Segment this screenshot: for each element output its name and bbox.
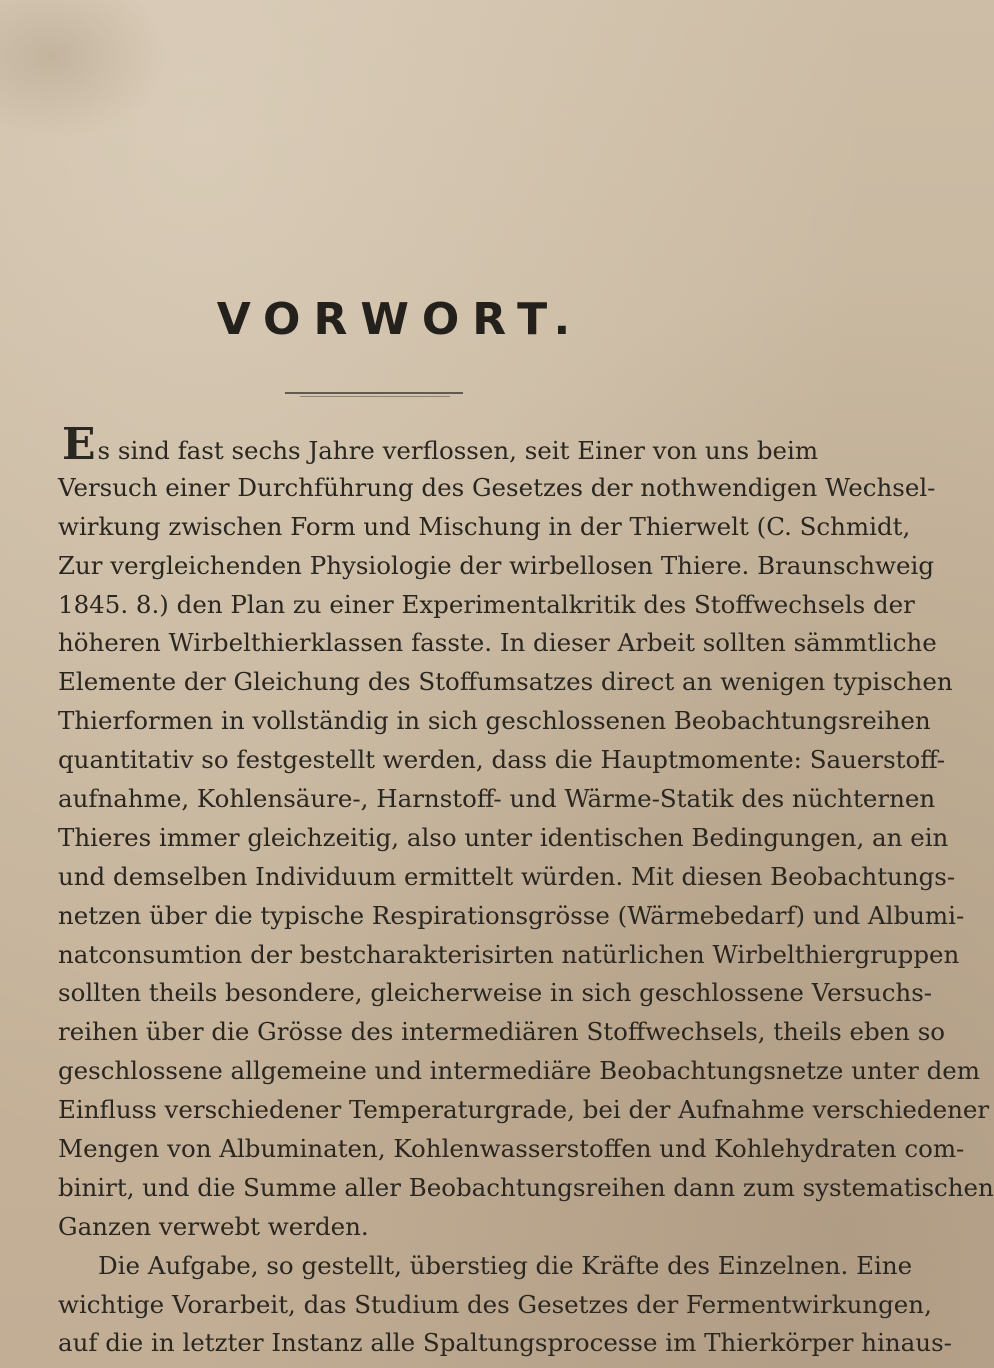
text-line: Einfluss verschiedener Temperaturgrade, bei der Aufnahme verschiedener	[58, 1095, 990, 1125]
text-line: höheren Wirbelthierklassen fasste. In dieser Arbeit sollten sämmtliche	[58, 628, 937, 658]
text-line: wichtige Vorarbeit, das Studium des Gesetzes der Fermentwirkungen,	[58, 1289, 932, 1319]
text-line: Versuch einer Durchführung des Gesetzes der nothwendigen Wechsel-	[58, 472, 936, 502]
text-line: quantitativ so festgestellt werden, dass die Hauptmomente: Sauerstoff-	[58, 745, 946, 775]
text-line: Thierformen in vollständig in sich geschlossenen Beobachtungsreihen	[58, 706, 931, 736]
text-line: Thieres immer gleichzeitig, also unter identischen Bedingungen, an ein	[58, 822, 949, 852]
text-line: reihen über die Grösse des intermediären Stoffwechsels, theils eben so	[58, 1017, 946, 1047]
text-line: aufnahme, Kohlensäure-, Harnstoff- und Wärme-Statik des nüchternen	[58, 784, 936, 814]
title-rule	[285, 392, 463, 394]
text-line: 1845. 8.) den Plan zu einer Experimentalkritik des Stoffwechsels der	[58, 589, 915, 619]
drop-cap: E	[62, 419, 96, 470]
text-line: netzen über die typische Respirationsgrösse (Wärmebedarf) und Albumi-	[58, 900, 965, 930]
first-line-text: s sind fast sechs Jahre verflossen, seit Einer von uns beim	[97, 436, 819, 465]
text-line: wirkung zwischen Form und Mischung in der Thierwelt (C. Schmidt,	[58, 511, 911, 541]
text-line: sollten theils besondere, gleicherweise in sich geschlossene Versuchs-	[58, 978, 933, 1008]
text-line: natconsumtion der bestcharakterisirten natürlichen Wirbelthiergruppen	[58, 939, 960, 969]
page-title: VORWORT.	[216, 294, 584, 345]
text-line: und demselben Individuum ermittelt würden. Mit diesen Beobachtungs-	[58, 861, 956, 891]
title-rule-thin	[300, 396, 450, 397]
text-line: geschlossene allgemeine und intermediäre Beobachtungsnetze unter dem	[58, 1056, 981, 1086]
text-line: Elemente der Gleichung des Stoffumsatzes direct an wenigen typischen	[58, 667, 953, 697]
preface-text	[58, 419, 994, 1363]
text-line: auf die in letzter Instanz alle Spaltungsprocesse im Thierkörper hinaus-	[58, 1328, 952, 1358]
text-line	[58, 419, 819, 470]
text-line: Mengen von Albuminaten, Kohlenwasserstoffen und Kohlehydraten com-	[58, 1134, 965, 1164]
text-line: Die Aufgabe, so gestellt, überstieg die Kräfte des Einzelnen. Eine	[98, 1250, 913, 1280]
text-line: Ganzen verwebt werden.	[58, 1211, 369, 1241]
text-line: binirt, und die Summe aller Beobachtungsreihen dann zum systematischen	[58, 1172, 994, 1202]
paper-stain	[0, 0, 170, 140]
text-line: Zur vergleichenden Physiologie der wirbellosen Thiere. Braunschweig	[58, 550, 935, 580]
